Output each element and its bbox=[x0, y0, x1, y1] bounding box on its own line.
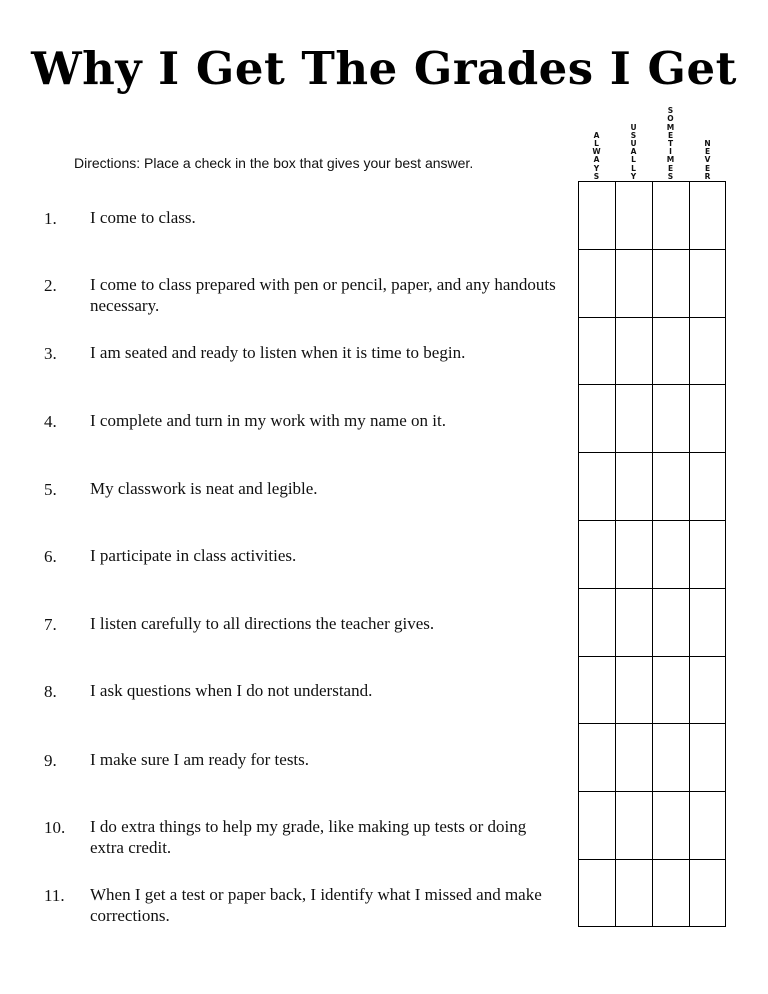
answer-checkbox-sometimes[interactable] bbox=[653, 521, 690, 589]
question-text: I come to class prepared with pen or pencil, paper, and any handouts necessary. bbox=[90, 275, 556, 315]
answer-checkbox-never[interactable] bbox=[690, 250, 727, 318]
answer-checkbox-always[interactable] bbox=[579, 318, 616, 386]
answer-checkbox-sometimes[interactable] bbox=[653, 182, 690, 250]
question-text: I come to class. bbox=[90, 208, 196, 227]
answer-checkbox-never[interactable] bbox=[690, 860, 727, 928]
answer-checkbox-never[interactable] bbox=[690, 792, 727, 860]
answer-checkbox-usually[interactable] bbox=[616, 250, 653, 318]
column-header-never: N E V E R bbox=[704, 138, 711, 181]
answer-checkbox-never[interactable] bbox=[690, 521, 727, 589]
answer-checkbox-sometimes[interactable] bbox=[653, 250, 690, 318]
question-number: 7. bbox=[44, 615, 57, 634]
answer-checkbox-never[interactable] bbox=[690, 724, 727, 792]
answer-checkbox-usually[interactable] bbox=[616, 724, 653, 792]
answer-checkbox-never[interactable] bbox=[690, 589, 727, 657]
answer-checkbox-usually[interactable] bbox=[616, 521, 653, 589]
answer-checkbox-always[interactable] bbox=[579, 792, 616, 860]
answer-checkbox-usually[interactable] bbox=[616, 657, 653, 725]
answer-checkbox-always[interactable] bbox=[579, 250, 616, 318]
answer-checkbox-usually[interactable] bbox=[616, 589, 653, 657]
question-number: 6. bbox=[44, 547, 57, 566]
question-number: 10. bbox=[44, 818, 66, 837]
question-text: I make sure I am ready for tests. bbox=[90, 750, 310, 769]
answer-grid bbox=[578, 181, 726, 927]
answer-checkbox-sometimes[interactable] bbox=[653, 657, 690, 725]
answer-checkbox-usually[interactable] bbox=[616, 453, 653, 521]
answer-checkbox-never[interactable] bbox=[690, 182, 727, 250]
answer-checkbox-sometimes[interactable] bbox=[653, 860, 690, 928]
answer-checkbox-always[interactable] bbox=[579, 724, 616, 792]
question-text: I complete and turn in my work with my name on it. bbox=[90, 411, 446, 430]
answer-checkbox-always[interactable] bbox=[579, 385, 616, 453]
question-text: My classwork is neat and legible. bbox=[90, 479, 318, 498]
question-number: 9. bbox=[44, 751, 57, 770]
question-text: I am seated and ready to listen when it is time to begin. bbox=[90, 343, 466, 362]
question-number: 2. bbox=[44, 276, 57, 295]
question-text: When I get a test or paper back, I identify what I missed and make corrections. bbox=[90, 885, 542, 925]
answer-checkbox-usually[interactable] bbox=[616, 182, 653, 250]
answer-checkbox-usually[interactable] bbox=[616, 860, 653, 928]
question-text: I ask questions when I do not understand. bbox=[90, 681, 373, 700]
answer-checkbox-always[interactable] bbox=[579, 182, 616, 250]
answer-checkbox-sometimes[interactable] bbox=[653, 385, 690, 453]
question-text: I listen carefully to all directions the teacher gives. bbox=[90, 614, 435, 633]
question-text: I do extra things to help my grade, like making up tests or doing extra credit. bbox=[90, 817, 527, 857]
answer-checkbox-sometimes[interactable] bbox=[653, 792, 690, 860]
answer-checkbox-always[interactable] bbox=[579, 521, 616, 589]
answer-checkbox-always[interactable] bbox=[579, 860, 616, 928]
column-headers bbox=[578, 95, 726, 181]
question-number: 3. bbox=[44, 344, 57, 363]
question-number: 4. bbox=[44, 412, 57, 431]
question-number: 11. bbox=[44, 886, 65, 905]
answer-checkbox-always[interactable] bbox=[579, 589, 616, 657]
answer-checkbox-always[interactable] bbox=[579, 657, 616, 725]
question-number: 1. bbox=[44, 209, 57, 228]
column-header-usually: U S U A L L Y bbox=[630, 122, 637, 181]
answer-checkbox-sometimes[interactable] bbox=[653, 589, 690, 657]
answer-checkbox-sometimes[interactable] bbox=[653, 453, 690, 521]
answer-checkbox-usually[interactable] bbox=[616, 385, 653, 453]
answer-checkbox-never[interactable] bbox=[690, 318, 727, 386]
directions-text: Directions: Place a check in the box that gives your best answer. bbox=[74, 155, 474, 171]
answer-checkbox-sometimes[interactable] bbox=[653, 724, 690, 792]
column-header-sometimes: S O M E T I M E S bbox=[666, 106, 675, 181]
answer-checkbox-never[interactable] bbox=[690, 657, 727, 725]
answer-checkbox-usually[interactable] bbox=[616, 318, 653, 386]
answer-checkbox-never[interactable] bbox=[690, 385, 727, 453]
question-number: 5. bbox=[44, 480, 57, 499]
page-title: Why I Get The Grades I Get bbox=[31, 42, 737, 95]
column-header-always: A L W A Y S bbox=[592, 130, 601, 181]
answer-checkbox-usually[interactable] bbox=[616, 792, 653, 860]
answer-checkbox-always[interactable] bbox=[579, 453, 616, 521]
answer-checkbox-sometimes[interactable] bbox=[653, 318, 690, 386]
question-text: I participate in class activities. bbox=[90, 546, 297, 565]
answer-checkbox-never[interactable] bbox=[690, 453, 727, 521]
question-number: 8. bbox=[44, 682, 57, 701]
